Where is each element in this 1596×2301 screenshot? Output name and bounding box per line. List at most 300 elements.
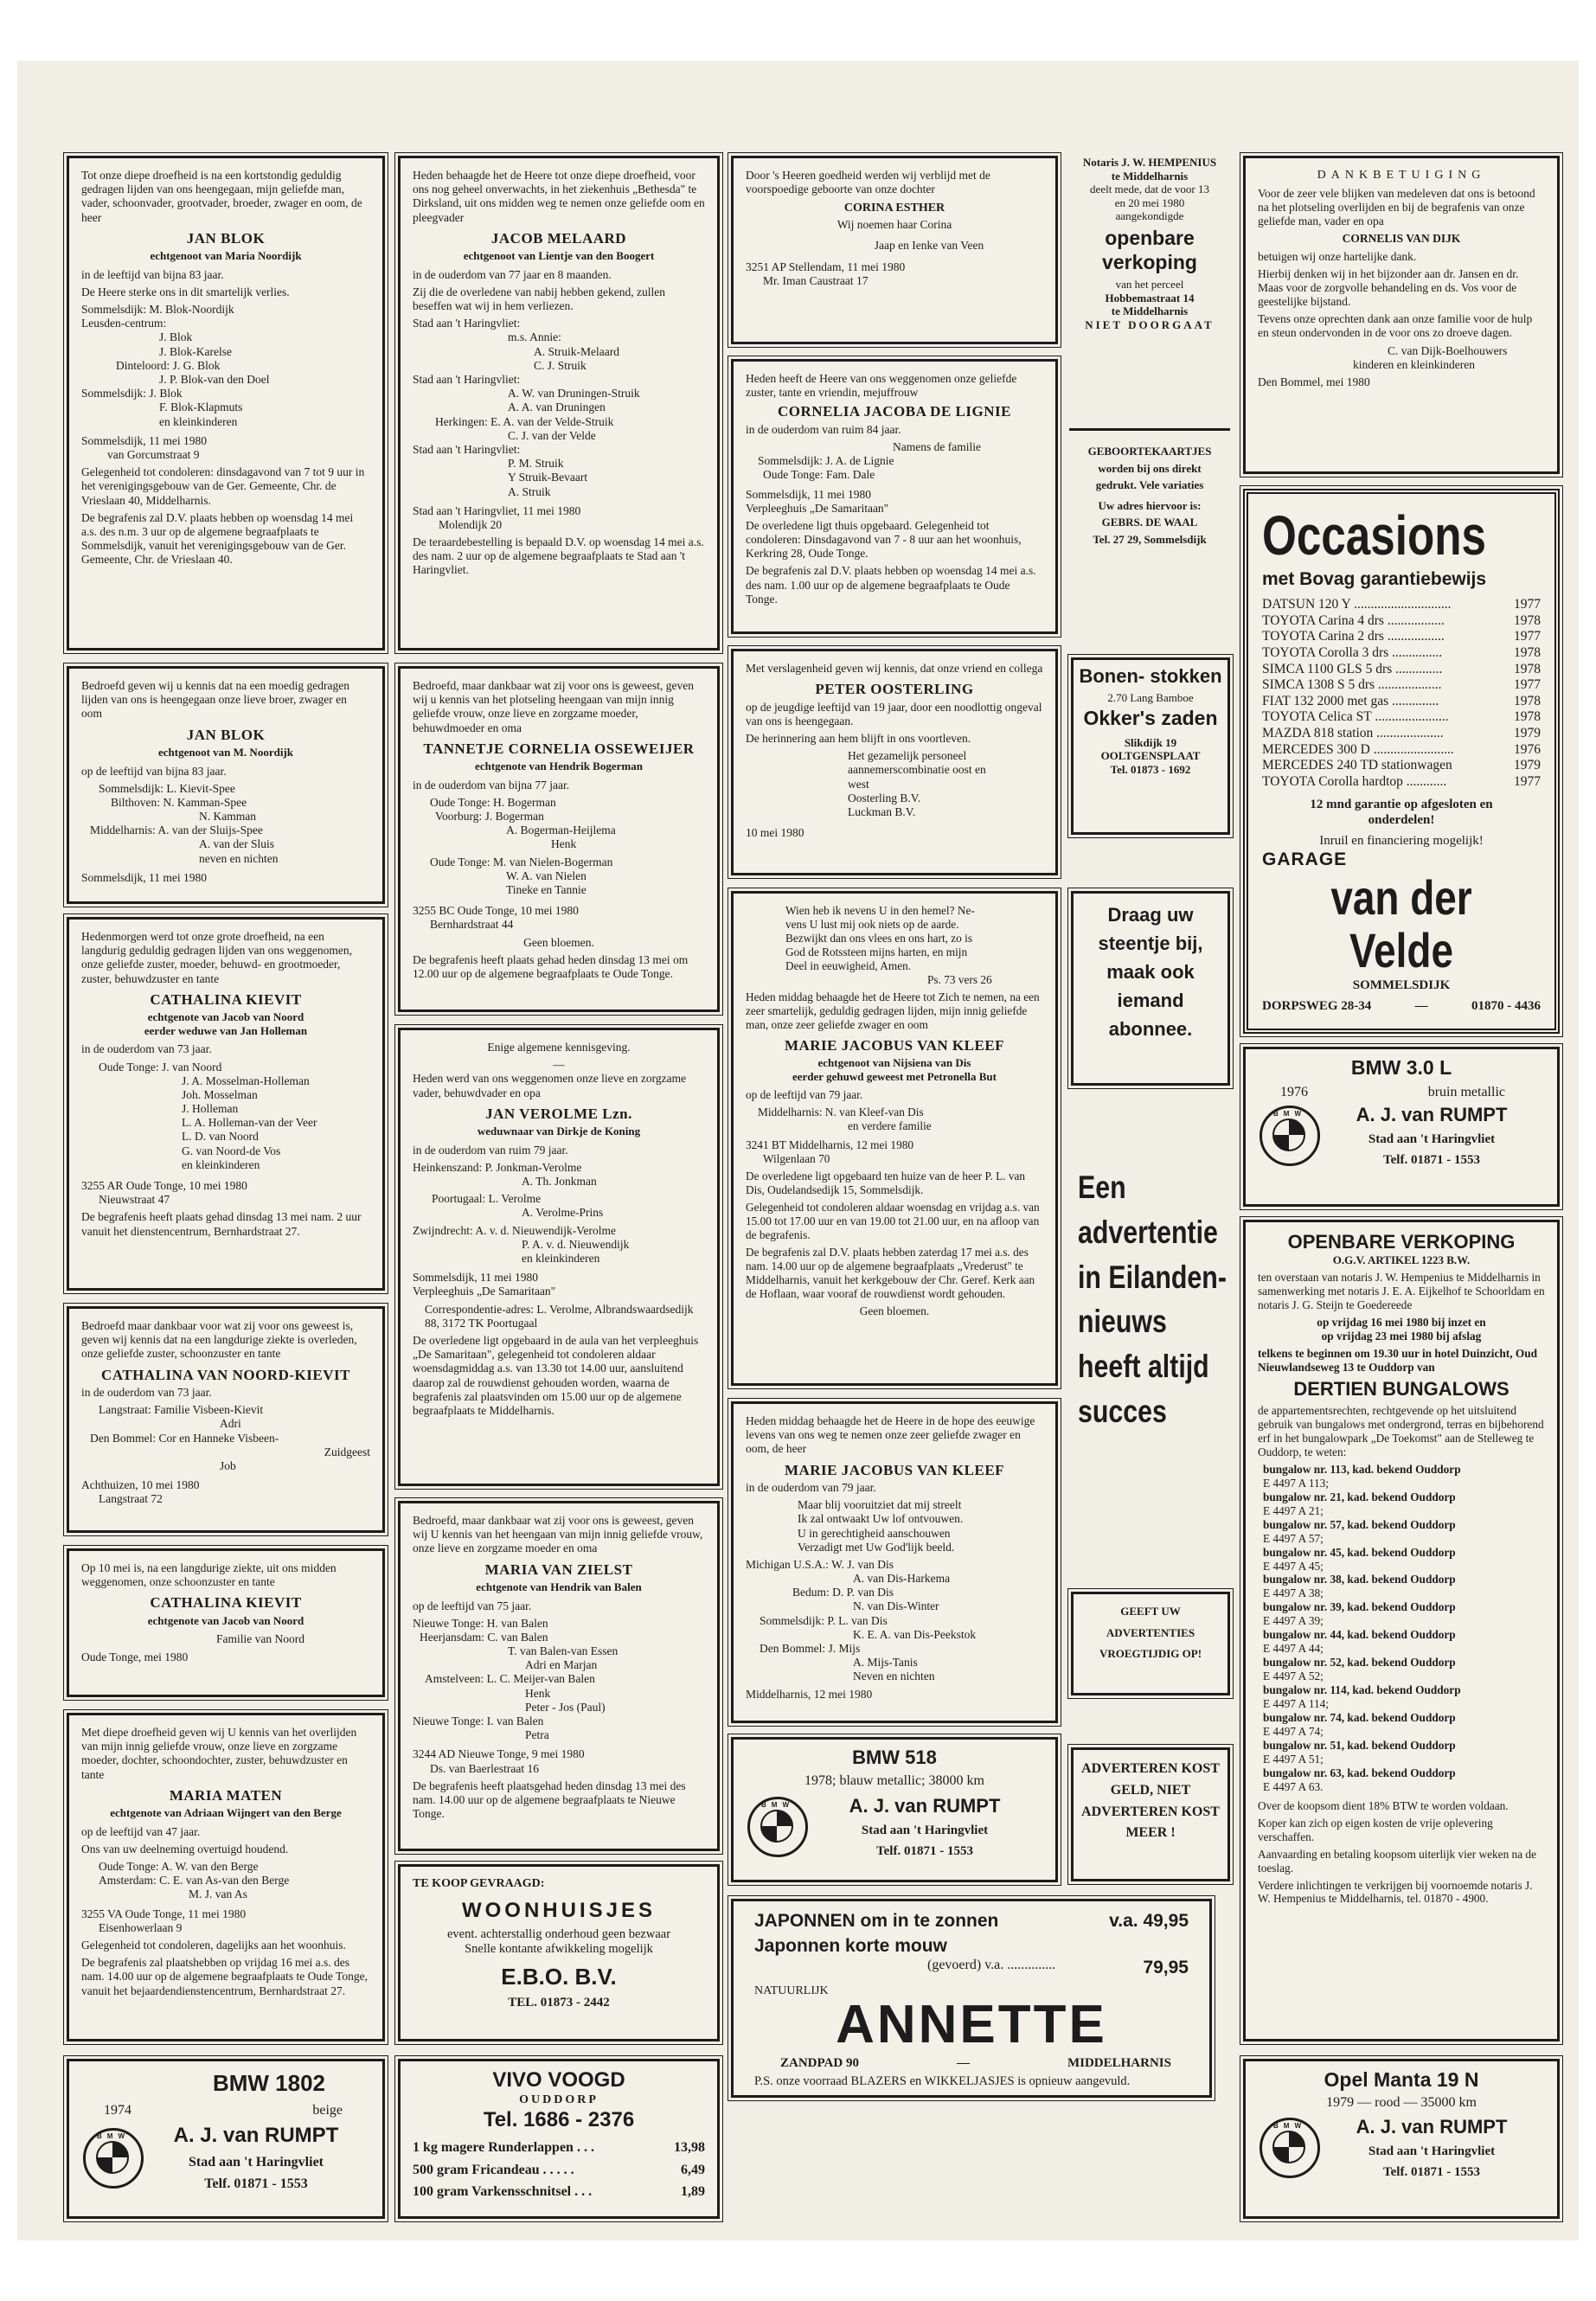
notary-name: Notaris J. W. HEMPENIUS <box>1082 156 1217 169</box>
ad-line: Tel. 27 29, Sommelsdijk <box>1093 532 1207 546</box>
family-line: Zwijndrecht: A. v. d. Nieuwendijk-Verolme <box>413 1223 616 1237</box>
ad-note: P.S. onze voorraad BLAZERS en WIKKELJASJES is opnieuw aangevuld. <box>754 2074 1131 2089</box>
car-year: 1977 <box>1514 597 1541 612</box>
ad-intro: Tot onze diepe droefheid is na een kortstondig geduldig gedragen lijden van ons heengegaan, mijn geliefde man, vader, schoonvader, grootvader, broeder, zwager en oom, de heer <box>81 169 362 224</box>
ad-heading: TE KOOP GEVRAAGD: <box>413 1877 545 1890</box>
product-price: 1,89 <box>681 2183 705 2199</box>
separator-dash: — <box>1414 998 1428 1013</box>
dealer-phone: Telf. 01871 - 1553 <box>1383 2165 1480 2180</box>
date-line: 3255 BC Oude Tonge, 10 mei 1980 <box>413 904 579 918</box>
family-line: Neven en nichten <box>853 1670 935 1683</box>
product-price: v.a. 49,95 <box>1109 1911 1189 1931</box>
deceased-name: JAN VEROLME Lzn. <box>485 1105 632 1122</box>
car-title: BMW 518 <box>852 1747 937 1768</box>
ad-subtitle: O.G.V. ARTIKEL 1223 B.W. <box>1332 1253 1471 1267</box>
family-line: J. Blok <box>159 330 193 344</box>
car-year: 1977 <box>1514 629 1541 644</box>
condolence-info: De overledene ligt thuis opgebaard. Gelegenheid tot condoleren: Dinsdagavond van 7 - 8 uur aan het woonhuis, Kerkring 28, Oude Tonge. <box>746 518 1022 561</box>
date-line: 3241 BT Middelharnis, 12 mei 1980 <box>746 1138 914 1152</box>
car-info: 1979 — rood — 35000 km <box>1326 2094 1477 2110</box>
ad-intro: Op 10 mei is, na een langdurige ziekte, uit ons midden weggenomen, onze schoonzuster en tante <box>81 1561 337 1589</box>
lot-cadastral: E 4497 A 63. <box>1263 1779 1324 1793</box>
sale-location: telkens te beginnen om 19.30 uur in hotel Duinzicht, Oud Nieuwlandseweg 13 te Ouddorp van <box>1258 1346 1537 1374</box>
dealer-name: A. J. van RUMPT <box>1356 1103 1508 1125</box>
family-list <box>413 1617 705 1743</box>
lot-cadastral: E 4497 A 38; <box>1263 1586 1324 1600</box>
child-name: CORINA ESTHER <box>843 202 945 215</box>
ad-line: van het perceel <box>1115 278 1184 292</box>
note-line: Zij die de overledene van nabij hebben gekend, zullen beseffen wat wij in hem verliezen. <box>413 285 666 313</box>
verse-line: Bezwijkt dan ons vlees en ons hart, zo is <box>785 931 973 945</box>
call-name: Wij noemen haar Corina <box>836 218 952 232</box>
date-line: 3255 AR Oude Tonge, 10 mei 1980 <box>81 1179 247 1193</box>
ad-intro: Hedenmorgen werd tot onze grote droefheid, na een langdurig geduldig gedragen lijden van ons weggenomen, onze geliefde zuster, moeder, behuwd- en grootmoeder, zuster, behuwdzuster en tante <box>81 930 353 985</box>
spouse-line: echtgenote van Jacob van Noord <box>147 1010 304 1024</box>
family-line: P. M. Struik <box>508 457 564 471</box>
family-line: F. Blok-Klapmuts <box>159 401 243 414</box>
ad-bmw-518 <box>731 1737 1058 1882</box>
ad-line: te Middelharnis <box>1111 304 1189 318</box>
spouse-line: echtgenoot van Lientje van den Boogert <box>463 249 655 263</box>
ad-line: Inruil en financiering mogelijk! <box>1319 834 1484 849</box>
ad-line: betuigen wij onze hartelijke dank. <box>1258 249 1417 263</box>
ad-heading: DANKBETUIGING <box>1317 169 1486 182</box>
ad-line: worden bij ons direkt <box>1098 461 1202 475</box>
shop-name: ANNETTE <box>836 1995 1107 2055</box>
car-row <box>1262 726 1541 742</box>
family-line: A. W. van Druningen-Struik <box>508 387 640 401</box>
shop-city: MIDDELHARNIS <box>1067 2056 1171 2071</box>
car-name: MAZDA 818 station .................... <box>1262 725 1444 740</box>
car-year: 1974 <box>104 2103 131 2118</box>
obituary-cathalina-kievit <box>67 917 385 1291</box>
address-line: Nieuwstraat 47 <box>99 1193 170 1207</box>
ad-bmw-30-l <box>1243 1047 1560 1207</box>
obituary-jacob-melaard <box>398 156 720 651</box>
dealer-address: Stad aan 't Haringvliet <box>1368 1132 1496 1147</box>
age-line: op de leeftijd van bijna 83 jaar. <box>81 764 227 778</box>
lot-line: bungalow nr. 45, kad. bekend Ouddorp <box>1263 1545 1456 1559</box>
date-line: Stad aan 't Haringvliet, 11 mei 1980 <box>413 503 581 517</box>
ad-intro: Heden heeft de Heere van ons weggenomen onze geliefde zuster, tante en vriendin, mejuffrouw <box>746 372 1017 400</box>
shop-place: OUDDORP <box>519 2093 599 2106</box>
deceased-name: JACOB MELAARD <box>490 229 627 247</box>
lot-cadastral: E 4497 A 39; <box>1263 1614 1324 1628</box>
price-row <box>413 2162 705 2178</box>
family-line: A. Struik-Melaard <box>534 344 619 358</box>
psalm-verse <box>746 904 1043 973</box>
family-line: Het gezamelijk personeel <box>848 749 967 763</box>
address-line: Eisenhowerlaan 9 <box>99 1920 183 1934</box>
family-line: Henk <box>551 837 577 851</box>
address-line: van Gorcumstraat 9 <box>107 447 200 461</box>
car-year: 1978 <box>1514 661 1541 676</box>
note-line: De herinnering aan hem blijft in ons voortleven. <box>746 731 971 745</box>
family-line: Nieuwe Tonge: I. van Balen <box>413 1715 544 1728</box>
address-line: Ds. van Baerlestraat 16 <box>430 1761 539 1775</box>
signature-line: C. van Dijk-Boelhouwers <box>1388 343 1508 357</box>
family-line: J. A. Mosselman-Holleman <box>182 1074 310 1087</box>
car-year: 1978 <box>1514 693 1541 708</box>
ad-line: gedrukt. Vele variaties <box>1095 478 1204 492</box>
family-line: Sommelsdijk: J. A. de Lignie <box>758 454 894 468</box>
ad-opel-manta <box>1243 2059 1560 2219</box>
firm-phone: TEL. 01873 - 2442 <box>508 1995 610 2009</box>
deceased-name: MARIE JACOBUS VAN KLEEF <box>784 1461 1005 1478</box>
ad-intro: Heden middag behaagde het de Heere tot Zich te nemen, na een zeer smartelijk, geduldig gedragen lijden, mijn innig geliefde man, onze zeer geliefde zwager en oom <box>746 990 1040 1031</box>
ad-intro: Bedroefd geven wij u kennis dat na een moedig gedragen lijden van ons is heengegaan onze lieve broer, zwager en oom <box>81 679 350 721</box>
notary-place: te Middelharnis <box>1111 169 1189 183</box>
car-year: 1978 <box>1514 644 1541 660</box>
deceased-name: CORNELIA JACOBA DE LIGNIE <box>778 403 1011 420</box>
obituary-osseweijer <box>398 666 720 1012</box>
shop-address-row <box>754 2055 1189 2071</box>
family-line: Sommelsdijk: P. L. van Dis <box>760 1613 888 1627</box>
family-line: Tineke en Tannie <box>506 883 586 897</box>
age-line: in de ouderdom van 79 jaar. <box>746 1480 876 1494</box>
verse-line: Verzadigt met Uw God'lijk beeld. <box>798 1540 955 1554</box>
car-row <box>1262 662 1541 678</box>
obituary-jan-verolme <box>398 1028 720 1486</box>
car-name: TOYOTA Carina 2 drs ................. <box>1262 629 1445 644</box>
car-name: TOYOTA Corolla 3 drs ............... <box>1262 644 1443 660</box>
age-line: in de leeftijd van bijna 83 jaar. <box>81 267 224 281</box>
family-line: A. Bogerman-Heijlema <box>506 824 616 837</box>
deceased-name: CORNELIS VAN DIJK <box>1342 232 1461 246</box>
lot-line: bungalow nr. 39, kad. bekend Ouddorp <box>1263 1600 1456 1614</box>
bmw-logo-icon: BMW <box>1259 2118 1320 2178</box>
note-line: Geen bloemen. <box>859 1304 930 1317</box>
verse-line: Ik zal ontwaakt Uw lof ontvouwen. <box>798 1512 964 1526</box>
condolence-info: Gelegenheid tot condoleren aldaar woensdag en vrijdag a.s. van 15.00 tot 17.00 uur en van 19.00 tot 21.00 uur, en na afloop van de begrafenis. <box>746 1200 1040 1241</box>
address-line: Wilgenlaan 70 <box>763 1151 830 1165</box>
sale-date: op vrijdag 16 mei 1980 bij inzet en <box>1317 1315 1486 1329</box>
family-line: A. Struik <box>508 484 551 498</box>
sale-date: op vrijdag 23 mei 1980 bij afslag <box>1321 1329 1482 1343</box>
family-line: Herkingen: E. A. van der Velde-Struik <box>435 414 614 428</box>
car-year: 1976 <box>1514 741 1541 757</box>
verse-line: Maar blij vooruitziet dat mij streelt <box>798 1498 962 1512</box>
family-list <box>413 1161 705 1266</box>
family-line: Luckman B.V. <box>848 804 916 818</box>
age-line: in de ouderdom van ruim 79 jaar. <box>413 1143 568 1157</box>
family-line: A. Th. Jonkman <box>522 1175 597 1189</box>
obituary-van-kleef <box>731 891 1058 1386</box>
family-line: Adri <box>220 1417 241 1431</box>
ad-intro: Heden middag behaagde het de Heere in de hope des eeuwige levens van ons weg te nemen onze zeer geliefde zwager en oom, de heer <box>746 1414 1035 1456</box>
family-line: Oude Tonge: J. van Noord <box>99 1060 222 1074</box>
product-line: Japonnen korte mouw <box>754 1936 947 1957</box>
family-line: Leusden-centrum: <box>81 317 167 330</box>
deceased-name: CATHALINA VAN NOORD-KIEVIT <box>101 1366 350 1383</box>
note-line: Geen bloemen. <box>523 935 594 949</box>
ad-annette-japonnen <box>731 1899 1212 2098</box>
ad-openbare-verkoping <box>1243 1220 1560 2041</box>
family-list <box>81 1061 370 1173</box>
spouse-line: eerder gehuwd geweest met Petronella But <box>792 1069 997 1083</box>
car-row <box>1262 774 1541 791</box>
spouse-line: weduwnaar van Dirkje de Koning <box>477 1125 641 1138</box>
verse-line: Wien heb ik nevens U in den hemel? Ne- <box>785 904 975 917</box>
date-line: Middelharnis, 12 mei 1980 <box>746 1687 873 1701</box>
family-line: A. Verolme-Prins <box>522 1206 604 1220</box>
family-line: Amstelveen: L. C. Meijer-van Balen <box>425 1672 595 1686</box>
ad-headline: GEEFT UW ADVERTENTIES VROEGTIJDIG OP! <box>1099 1605 1202 1661</box>
lot-line: bungalow nr. 52, kad. bekend Ouddorp <box>1263 1656 1456 1670</box>
verse-line: God de Rotssteen mijns harten, en mijn <box>785 945 968 958</box>
date-line: Sommelsdijk, 11 mei 1980 <box>746 487 871 501</box>
car-row <box>1262 613 1541 630</box>
age-line: op de jeugdige leeftijd van 19 jaar, door een noodlottig ongeval van ons is heengegaan. <box>746 700 1042 727</box>
ad-line: event. achterstallig onderhoud geen bezwaar <box>446 1926 671 1941</box>
family-line: A. Mijs-Tanis <box>853 1656 918 1670</box>
family-line: Peter - Jos (Paul) <box>525 1700 606 1714</box>
ad-geboortekaartjes <box>1067 441 1232 614</box>
family-line: Heerjansdam: C. van Balen <box>420 1630 548 1644</box>
dealer-address: Stad aan 't Haringvliet <box>861 1823 989 1837</box>
car-title: BMW 1802 <box>212 2070 326 2096</box>
lot-line: bungalow nr. 74, kad. bekend Ouddorp <box>1263 1711 1456 1725</box>
family-line: J. P. Blok-van den Doel <box>159 373 270 387</box>
lot-list <box>1258 1463 1545 1794</box>
lot-cadastral: E 4497 A 114; <box>1263 1697 1329 1711</box>
family-line: Job <box>220 1458 236 1472</box>
dealer-address: Stad aan 't Haringvliet <box>188 2155 324 2170</box>
lot-cadastral: E 4497 A 113; <box>1263 1476 1329 1490</box>
ad-intro: Bedroefd, maar dankbaar wat zij voor ons is geweest, geven wij u kennis van het plotseling heengaan van mijn innig geliefde vrouw, onze lieve en zorgzame moeder, behuwdmoeder en oma <box>413 679 695 734</box>
car-title: BMW 3.0 L <box>1350 1056 1452 1079</box>
ad-vivo-voogd <box>398 2059 720 2219</box>
family-line: Heinkenszand: P. Jonkman-Verolme <box>413 1160 582 1174</box>
date-line: Sommelsdijk, 11 mei 1980 <box>81 433 207 447</box>
ad-title: Occasions <box>1262 504 1486 567</box>
garage-name: van der Velde <box>1330 869 1472 978</box>
ad-line: GEBRS. DE WAAL <box>1101 516 1198 529</box>
product-name: 1 kg magere Runderlappen . . . <box>413 2140 594 2156</box>
firm-name: E.B.O. B.V. <box>501 1964 617 1990</box>
dealer-phone: Telf. 01871 - 1553 <box>876 1843 973 1858</box>
age-line: in de ouderdom van 73 jaar. <box>81 1042 212 1056</box>
ad-bmw-1802 <box>67 2059 385 2219</box>
family-list <box>746 1558 1043 1684</box>
signature-line: kinderen en kleinkinderen <box>1353 357 1475 371</box>
price-row <box>754 1957 1189 1978</box>
lot-line: bungalow nr. 51, kad. bekend Ouddorp <box>1263 1738 1456 1752</box>
lot-line: bungalow nr. 57, kad. bekend Ouddorp <box>1263 1517 1456 1531</box>
price-row <box>413 2139 705 2156</box>
family-line: Sommelsdijk: J. Blok <box>81 387 183 401</box>
car-year: 1976 <box>1280 1084 1308 1099</box>
ad-okker-zaden <box>1071 657 1230 835</box>
family-line: Voorburg: J. Bogerman <box>435 810 544 824</box>
family-line: Sommelsdijk: M. Blok-Noordijk <box>81 303 234 317</box>
correspondence-address: Correspondentie-adres: L. Verolme, Albrandswaardsedijk 88, 3172 TK Poortugaal <box>425 1302 694 1330</box>
car-info: 1978; blauw metallic; 38000 km <box>804 1773 984 1789</box>
car-name: SIMCA 1308 S 5 drs ................... <box>1262 677 1442 693</box>
family-line: T. van Balen-van Essen <box>508 1644 619 1658</box>
deceased-name: CATHALINA KIEVIT <box>150 1594 302 1612</box>
family-line: Familie van Noord <box>216 1632 304 1646</box>
family-list <box>746 1106 1043 1133</box>
lot-cadastral: E 4497 A 52; <box>1263 1670 1324 1683</box>
family-line: Poortugaal: L. Verolme <box>432 1192 542 1206</box>
product-price: 79,95 <box>1143 1958 1189 1978</box>
deceased-name: JAN BLOK <box>186 726 266 743</box>
ad-line: aangekondigde <box>1115 209 1184 223</box>
deceased-name: PETER OOSTERLING <box>815 681 974 698</box>
obituary-kievit-short <box>67 1548 385 1697</box>
burial-info: De begrafenis heeft plaats gehad dinsdag 13 mei nam. 2 uur vanuit het dienstencentrum, Bernhardstraat 27. <box>81 1210 362 1238</box>
deceased-name: MARIE JACOBUS VAN KLEEF <box>784 1036 1005 1054</box>
date-line: 3251 AP Stellendam, 11 mei 1980 <box>746 260 906 273</box>
lot-line: bungalow nr. 113, kad. bekend Ouddorp <box>1263 1462 1461 1476</box>
spouse-line: echtgenoot van Nijsiena van Dis <box>817 1055 971 1069</box>
family-line: Namens de familie <box>893 439 981 453</box>
date-line: Oude Tonge, mei 1980 <box>81 1650 189 1663</box>
family-line: Den Bommel: Cor en Hanneke Visbeen- <box>90 1431 279 1445</box>
ad-intro: Met diepe droefheid geven wij U kennis van het overlijden van mijn innig geliefde vrouw, onze lieve en zorgzame moeder, dochter, schoondochter, zuster, behuwdzuster en tante <box>81 1726 357 1781</box>
car-name: TOYOTA Corolla hardtop ............ <box>1262 773 1447 789</box>
car-row <box>1262 742 1541 759</box>
address-line: Bernhardstraat 44 <box>430 918 514 932</box>
ad-adverteren-kost-geld <box>1071 1747 1230 1881</box>
shop-address: ZANDPAD 90 <box>780 2056 859 2071</box>
car-name: DATSUN 120 Y ............................. <box>1262 597 1452 612</box>
family-line: J. Blok-Karelse <box>159 344 232 358</box>
address-line: Langstraat 72 <box>99 1492 163 1506</box>
ad-title: WOONHUISJES <box>461 1898 657 1922</box>
car-title: Opel Manta 19 N <box>1324 2068 1479 2091</box>
family-line: en kleinkinderen <box>159 414 238 428</box>
ad-line: Hierbij denken wij in het bijzonder aan dr. Jansen en dr. Maas voor de zorgvolle behandeling en ds. Vos voor de geestelijke bijstand. <box>1258 266 1519 309</box>
obituary-van-noord-kievit <box>67 1306 385 1533</box>
family-line: Middelharnis: N. van Kleef-van Dis <box>758 1106 924 1119</box>
deceased-name: CATHALINA KIEVIT <box>150 990 302 1008</box>
date-line: 3244 AD Nieuwe Tonge, 9 mei 1980 <box>413 1747 585 1761</box>
product-line: (gevoerd) v.a. .............. <box>927 1958 1056 1973</box>
ad-intro: Heden behaagde het de Heere tot onze diepe droefheid, voor ons nog geheel onverwachts, in het ziekenhuis „Bethesda" te Dirksland, uit ons midden weg te nemen onze geliefde oom en pleegvader <box>413 169 705 224</box>
obituary-van-kleef-family <box>731 1401 1058 1723</box>
age-line: in de ouderdom van 73 jaar. <box>81 1385 212 1399</box>
family-line: Stad aan 't Haringvliet: <box>413 317 521 330</box>
ad-title: OPENBARE VERKOPING <box>1287 1231 1516 1253</box>
address-line: Verpleeghuis „De Samaritaan" <box>746 501 889 515</box>
ad-notaris-hempenius <box>1067 151 1232 410</box>
parents-line: Jaap en Ienke van Veen <box>874 239 984 253</box>
dealer-phone: Telf. 01871 - 1553 <box>204 2176 308 2192</box>
family-line: Oude Tonge: Fam. Dale <box>763 468 875 482</box>
family-line: G. van Noord-de Vos <box>182 1144 281 1157</box>
shop-phone: Tel. 1686 - 2376 <box>483 2107 635 2131</box>
ad-intro: Voor de zeer vele blijken van medeleven dat ons is betoond na het plotseling overlijden en bij de begrafenis van onze geliefde man, vader en opa <box>1258 186 1535 228</box>
obituary-jan-blok-family <box>67 666 385 904</box>
car-list <box>1262 597 1541 790</box>
spouse-line: echtgenoot van M. Noordijk <box>158 745 293 759</box>
verse <box>746 1498 1043 1554</box>
condolence-info: Gelegenheid tot condoleren: dinsdagavond van 7 tot 9 uur in het verenigingsgebouw van de Ger. Gemeente, Chr. de Vrieslaan 40, Middelharnis. <box>81 465 365 507</box>
car-name: MERCEDES 300 D ........................ <box>1262 741 1454 757</box>
spouse-line: eerder weduwe van Jan Holleman <box>144 1023 308 1037</box>
lot-cadastral: E 4497 A 21; <box>1263 1503 1324 1517</box>
ad-line: en 20 mei 1980 <box>1114 195 1185 209</box>
spouse-line: echtgenote van Jacob van Noord <box>147 1613 304 1627</box>
ad-intro: Door 's Heeren goedheid werden wij verblijd met de voorspoedige geboorte van onze dochter <box>746 169 990 196</box>
car-name: MERCEDES 240 TD stationwagen <box>1262 758 1452 773</box>
rule <box>1069 428 1230 431</box>
family-list <box>413 317 705 498</box>
condolence-info: De overledene ligt opgebaard ten huize van de heer P. L. van Dis, Oudelandsedijk 15, Sommelsdijk. <box>746 1169 1026 1196</box>
address-line: Molendijk 20 <box>439 517 503 531</box>
family-line: Henk <box>525 1686 551 1700</box>
car-row <box>1262 597 1541 613</box>
family-line: A. A. van Druningen <box>508 401 606 414</box>
birth-corina-esther <box>731 156 1058 344</box>
family-line: N. Kamman <box>199 810 256 824</box>
verse-reference: Ps. 73 vers 26 <box>927 972 992 986</box>
ad-eilanden-nieuws <box>1071 1155 1230 1544</box>
ad-headline: Bonen- stokken <box>1079 665 1222 687</box>
family-line: Oude Tonge: H. Bogerman <box>430 795 556 809</box>
family-list <box>746 440 1043 483</box>
separator-dash: — <box>553 1058 565 1072</box>
family-line: en kleinkinderen <box>182 1157 260 1171</box>
sale-terms: Verdere inlichtingen te verkrijgen bij voornoemde notaris J. W. Hempenius te Middelharnis, tel. 01870 - 4900. <box>1258 1878 1533 1906</box>
family-line: L. D. van Noord <box>182 1130 259 1144</box>
ad-line: 12 mnd garantie op afgesloten en onderdelen! <box>1310 798 1493 828</box>
bmw-logo-icon: BMW <box>1259 1106 1320 1166</box>
car-year: 1977 <box>1514 773 1541 789</box>
burial-info: De teraardebestelling is bepaald D.V. op woensdag 14 mei a.s. des nam. 2 uur op de algemene begraafplaats te Stad aan 't Haringvliet. <box>413 535 704 577</box>
car-row <box>1262 694 1541 710</box>
family-line: P. A. v. d. Nieuwendijk <box>522 1237 630 1251</box>
family-line: Joh. Mosselman <box>182 1087 258 1101</box>
deceased-name: MARIA MATEN <box>169 1786 283 1804</box>
family-line: Bilthoven: N. Kamman-Spee <box>111 795 247 809</box>
car-row <box>1262 677 1541 694</box>
ad-intro: Bedroefd, maar dankbaar wat zij voor ons is geweest, geven wij U kennis van het heengaan van mijn innig geliefde vrouw, onze lieve en zorgzame moeder en oma <box>413 1514 703 1555</box>
lot-cadastral: E 4497 A 57; <box>1263 1531 1324 1545</box>
dealer-name: A. J. van RUMPT <box>173 2124 339 2148</box>
lot-line: bungalow nr. 38, kad. bekend Ouddorp <box>1263 1573 1456 1586</box>
lot-cadastral: E 4497 A 44; <box>1263 1642 1324 1656</box>
date-line: 3255 VA Oude Tonge, 11 mei 1980 <box>81 1907 247 1920</box>
lot-cadastral: E 4497 A 74; <box>1263 1724 1324 1738</box>
garage-label: GARAGE <box>1262 849 1348 870</box>
car-color: bruin metallic <box>1427 1084 1505 1099</box>
ad-line: NIET DOORGAAT <box>1085 317 1215 331</box>
shop-name: Okker's zaden <box>1083 706 1218 729</box>
separator-dash: — <box>956 2056 970 2071</box>
sale-terms: Koper kan zich op eigen kosten de vrije oplevering verschaffen. <box>1258 1816 1493 1843</box>
ad-line: Uw adres hiervoor is: <box>1098 498 1202 512</box>
garage-address-row <box>1262 998 1541 1014</box>
family-line: W. A. van Nielen <box>506 868 586 882</box>
family-line: Dinteloord: J. G. Blok <box>116 358 221 372</box>
car-row <box>1262 629 1541 645</box>
family-line: A. van der Sluis <box>199 837 274 851</box>
obituary-maria-van-zielst <box>398 1501 720 1851</box>
ad-line: Snelle kontante afwikkeling mogelijk <box>465 1941 653 1956</box>
deceased-name: MARIA VAN ZIELST <box>484 1561 633 1578</box>
family-line: Sommelsdijk: L. Kievit-Spee <box>99 781 235 795</box>
family-line: en verdere familie <box>848 1119 932 1133</box>
car-year: 1979 <box>1514 758 1541 773</box>
ad-occasions-van-der-velde <box>1243 489 1560 1034</box>
date-line: Sommelsdijk, 11 mei 1980 <box>413 1271 538 1285</box>
lot-line: bungalow nr. 21, kad. bekend Ouddorp <box>1263 1490 1456 1503</box>
verse-line: Deel in eeuwigheid, Amen. <box>785 958 912 972</box>
family-line: neven en nichten <box>199 851 279 865</box>
